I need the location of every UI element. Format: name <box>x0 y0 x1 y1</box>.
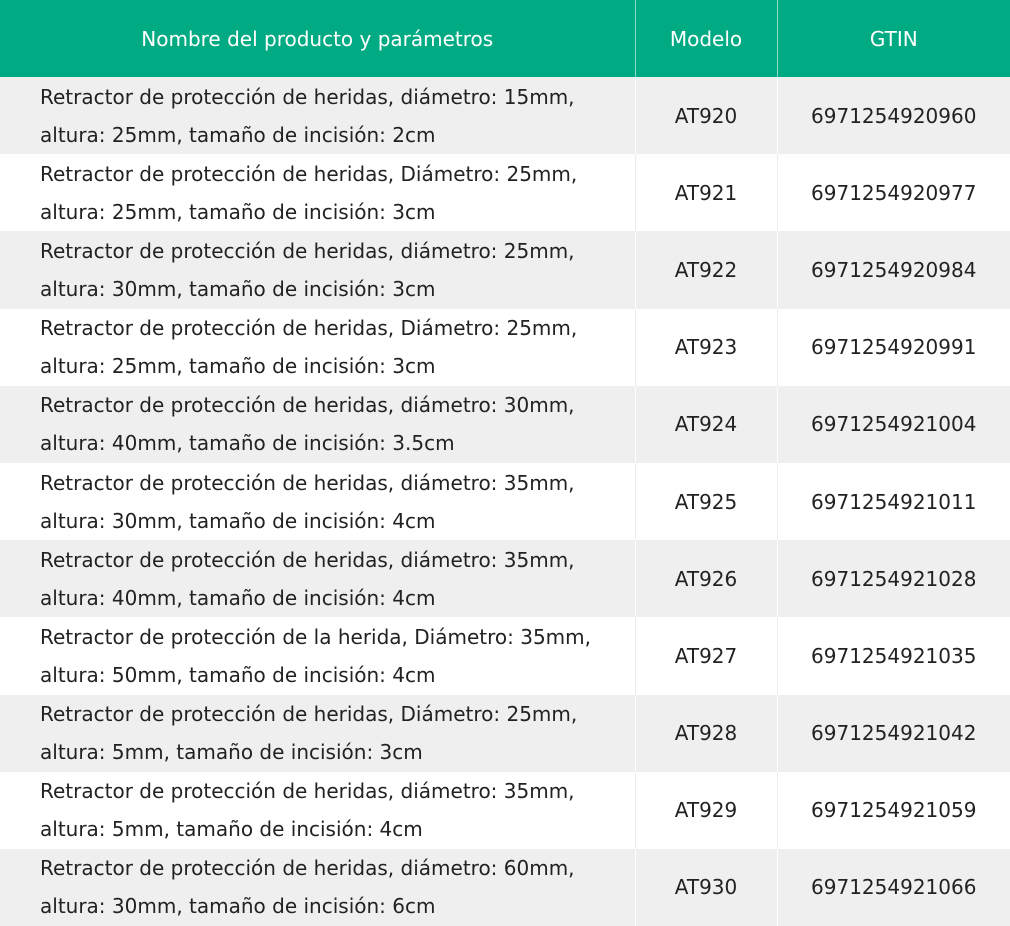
table-row <box>0 463 1010 540</box>
model-cell: AT926 <box>635 540 777 617</box>
model-cell: AT925 <box>635 463 777 540</box>
gtin-cell: 6971254921004 <box>777 386 1010 463</box>
product-name-line-1: Retractor de protección de heridas, diámetro: 35mm, <box>40 779 575 804</box>
product-name-line-1: Retractor de protección de heridas, Diámetro: 25mm, <box>40 161 578 186</box>
gtin-cell: 6971254920984 <box>777 231 1010 308</box>
header-gtin: GTIN <box>777 0 1010 77</box>
table-header <box>0 0 1010 77</box>
product-name-line-2: altura: 40mm, tamaño de incisión: 4cm <box>40 585 436 610</box>
table-body <box>0 77 1010 926</box>
gtin-cell: 6971254921066 <box>777 849 1010 926</box>
product-name-cell <box>0 154 635 231</box>
gtin-cell: 6971254920977 <box>777 154 1010 231</box>
product-name-line-1: Retractor de protección de heridas, Diámetro: 25mm, <box>40 702 578 727</box>
gtin-cell: 6971254921011 <box>777 463 1010 540</box>
gtin-cell: 6971254921028 <box>777 540 1010 617</box>
table-row <box>0 309 1010 386</box>
header-row <box>0 0 1010 77</box>
header-model: Modelo <box>635 0 777 77</box>
model-cell: AT928 <box>635 695 777 772</box>
product-name-line-1: Retractor de protección de heridas, diámetro: 25mm, <box>40 238 575 263</box>
table-row <box>0 386 1010 463</box>
product-name-line-2: altura: 30mm, tamaño de incisión: 3cm <box>40 276 436 301</box>
model-cell: AT929 <box>635 772 777 849</box>
gtin-cell: 6971254920991 <box>777 309 1010 386</box>
product-name-line-2: altura: 25mm, tamaño de incisión: 3cm <box>40 354 436 379</box>
product-name-line-2: altura: 25mm, tamaño de incisión: 3cm <box>40 199 436 224</box>
model-cell: AT920 <box>635 77 777 154</box>
product-name-line-2: altura: 5mm, tamaño de incisión: 4cm <box>40 817 423 842</box>
gtin-cell: 6971254921042 <box>777 695 1010 772</box>
product-name-cell <box>0 772 635 849</box>
product-name-line-1: Retractor de protección de heridas, diámetro: 15mm, <box>40 84 575 109</box>
product-name-line-2: altura: 30mm, tamaño de incisión: 6cm <box>40 894 436 919</box>
header-product-name: Nombre del producto y parámetros <box>141 26 494 51</box>
product-name-line-2: altura: 50mm, tamaño de incisión: 4cm <box>40 662 436 687</box>
product-name-cell <box>0 231 635 308</box>
product-name-cell <box>0 463 635 540</box>
gtin-cell: 6971254921059 <box>777 772 1010 849</box>
gtin-cell: 6971254921035 <box>777 617 1010 694</box>
product-name-cell <box>0 617 635 694</box>
table-row <box>0 154 1010 231</box>
product-name-cell <box>0 309 635 386</box>
model-cell: AT927 <box>635 617 777 694</box>
model-cell: AT923 <box>635 309 777 386</box>
product-name-cell <box>0 695 635 772</box>
product-name-line-2: altura: 40mm, tamaño de incisión: 3.5cm <box>40 431 455 456</box>
table-row <box>0 540 1010 617</box>
product-name-line-1: Retractor de protección de la herida, Diámetro: 35mm, <box>40 624 591 649</box>
product-name-line-1: Retractor de protección de heridas, diámetro: 35mm, <box>40 547 575 572</box>
product-name-line-1: Retractor de protección de heridas, Diámetro: 25mm, <box>40 316 578 341</box>
model-cell: AT922 <box>635 231 777 308</box>
product-name-cell <box>0 386 635 463</box>
table-row <box>0 695 1010 772</box>
gtin-cell: 6971254920960 <box>777 77 1010 154</box>
product-name-line-2: altura: 30mm, tamaño de incisión: 4cm <box>40 508 436 533</box>
table-row <box>0 849 1010 926</box>
model-cell: AT924 <box>635 386 777 463</box>
product-name-line-2: altura: 25mm, tamaño de incisión: 2cm <box>40 122 436 147</box>
table-row <box>0 772 1010 849</box>
table-row <box>0 231 1010 308</box>
product-name-line-1: Retractor de protección de heridas, diámetro: 30mm, <box>40 393 575 418</box>
product-name-cell <box>0 77 635 154</box>
product-name-line-1: Retractor de protección de heridas, diámetro: 35mm, <box>40 470 575 495</box>
table-row <box>0 77 1010 154</box>
product-name-cell <box>0 540 635 617</box>
product-name-line-2: altura: 5mm, tamaño de incisión: 3cm <box>40 740 423 765</box>
table-row <box>0 617 1010 694</box>
model-cell: AT921 <box>635 154 777 231</box>
product-name-cell <box>0 849 635 926</box>
product-name-line-1: Retractor de protección de heridas, diámetro: 60mm, <box>40 856 575 881</box>
model-cell: AT930 <box>635 849 777 926</box>
